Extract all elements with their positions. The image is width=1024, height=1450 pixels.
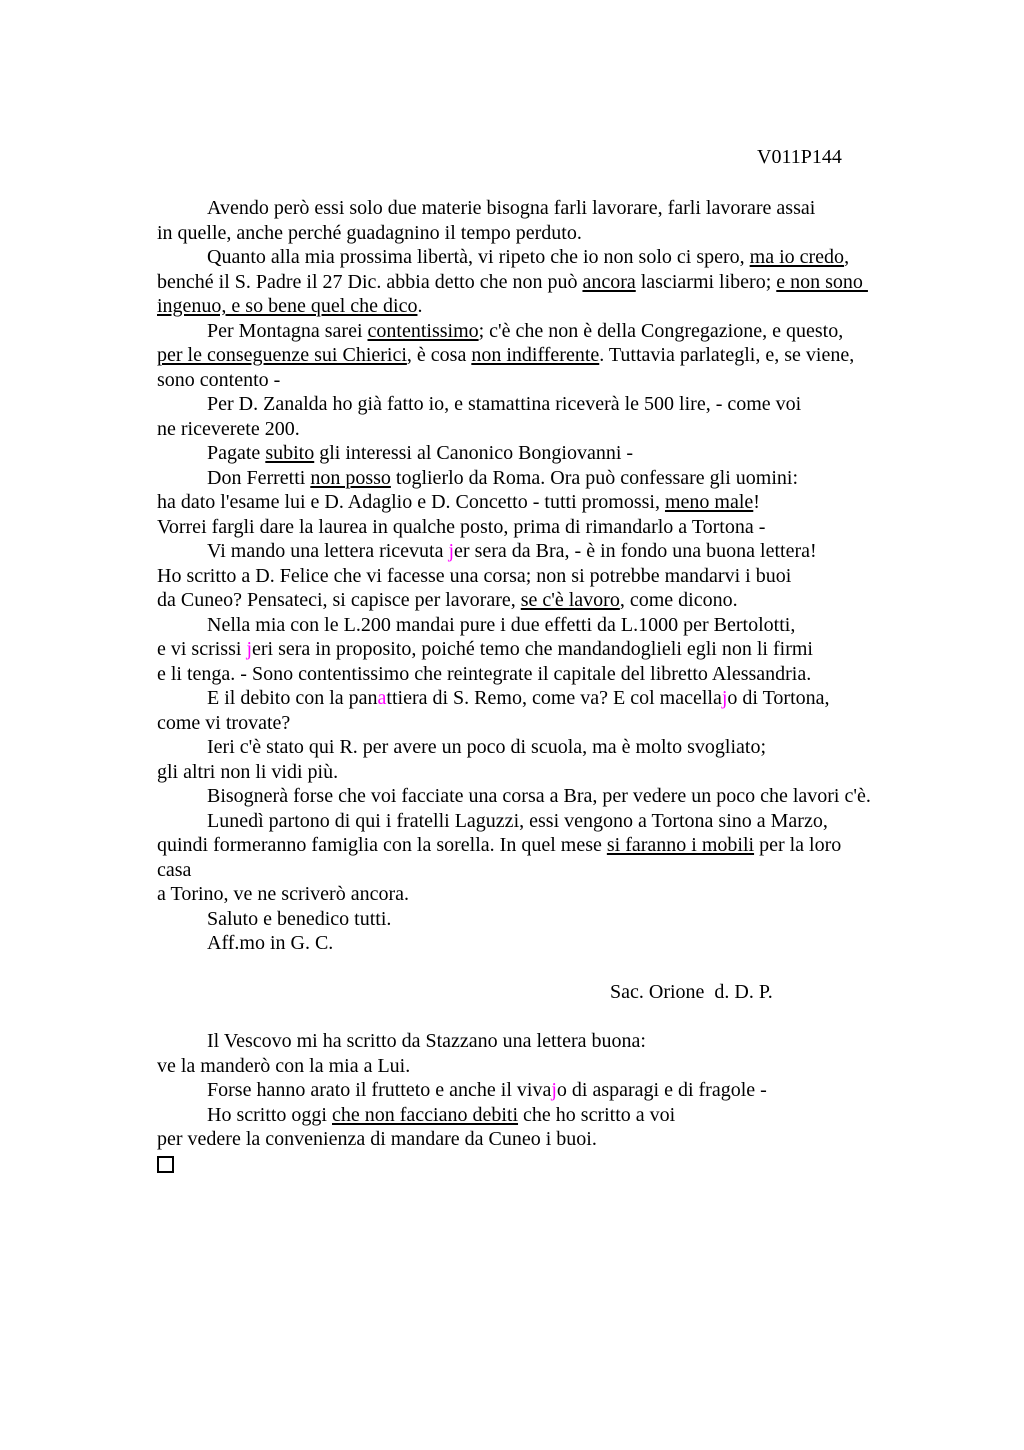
text-line [157,662,937,687]
text-segment: quindi formeranno famiglia con la sorella. In quel mese [157,834,607,856]
text-segment: non indifferente [471,344,600,366]
text-line [157,711,937,736]
text-line [157,686,937,711]
text-segment: Per Montagna sarei [207,319,368,342]
text-line [157,637,937,662]
text-segment: . [417,295,423,317]
text-line [157,270,937,295]
text-line [157,613,937,638]
text-segment: e vi scrissi [157,638,247,660]
text-segment: . Tuttavia parlategli, e, se viene, [599,344,855,366]
text-line [157,1103,937,1128]
text-segment: ! [753,491,760,513]
text-line [157,392,937,417]
text-segment: in quelle, anche perché guadagnino il tempo perduto. [157,221,582,244]
text-segment: Vorrei fargli dare la laurea in qualche posto, prima di rimandarlo a Tortona - [157,515,766,538]
text-line [157,1054,937,1079]
text-segment: Forse hanno arato il frutteto e anche il viva [207,1079,552,1101]
text-segment: ma io credo [749,246,845,268]
text-segment: E il debito con la pan [207,687,378,709]
blank-line [157,956,937,981]
text-line [157,319,937,344]
text-segment: non posso [310,466,391,489]
text-segment: eri sera in proposito, poiché temo che mandandoglieli egli non li firmi [252,638,813,660]
text-segment: a Torino, ve ne scriverò ancora. [157,883,410,905]
text-line [157,466,937,491]
text-segment: Aff.mo in G. C. [207,932,334,954]
text-line [157,809,937,834]
blank-line [157,1005,937,1030]
text-segment: ; c'è che non è della Congregazione, e questo, [478,319,844,342]
text-line [157,931,937,956]
square-line [157,1152,937,1177]
text-line [157,735,937,760]
text-segment: Bisognerà forse che voi facciate una corsa a Bra, per vedere un poco che lavori c'è. [207,785,871,807]
text-segment: j [721,687,728,709]
text-line [157,588,937,613]
text-segment: Nella mia con le L.200 mandai pure i due effetti da L.1000 per Bertolotti, [207,613,796,636]
text-segment: Saluto e benedico tutti. [207,907,392,930]
text-line [157,294,937,319]
text-segment: o di asparagi e di fragole - [556,1079,767,1101]
text-segment: che ho scritto a voi [518,1103,676,1126]
text-segment: si faranno i mobili [606,834,755,856]
text-line [157,196,937,221]
text-segment: ve la manderò con la mia a Lui. [157,1054,411,1077]
text-segment: contentissimo [367,319,479,342]
text-line [157,760,937,785]
text-segment: Vi mando una lettera ricevuta [207,540,449,562]
text-segment: Lunedì partono di qui i fratelli Laguzzi, essi vengono a Tortona sino a Marzo, [207,809,828,832]
text-segment: j [246,638,252,660]
letter-body [157,196,937,1176]
text-segment: per la loro [754,834,842,856]
text-segment: a [377,687,387,709]
text-line [157,1078,937,1103]
text-segment: se c'è lavoro [520,589,620,611]
text-line [157,833,937,858]
text-segment: per vedere la convenienza di mandare da Cuneo i buoi. [157,1128,597,1150]
text-line [157,221,937,246]
text-segment: come vi trovate? [157,711,291,734]
text-line [157,539,937,564]
text-segment: gli altri non li vidi più. [157,760,339,783]
text-segment: benché il S. Padre il 27 Dic. abbia detto che non può [157,270,583,293]
text-segment: j [551,1079,557,1101]
page-code: V011P144 [757,146,842,168]
text-segment: Il Vescovo mi ha scritto da Stazzano una lettera buona: [207,1030,646,1052]
text-line [157,1029,937,1054]
text-segment: Ieri c'è stato qui R. per avere un poco di scuola, ma è molto svogliato; [207,736,767,758]
text-segment: sono contento - [157,368,281,391]
text-segment: lasciarmi libero; [635,270,777,293]
text-line [157,882,937,907]
text-segment: e non sono [776,270,868,293]
text-line [157,515,937,540]
text-segment: ne riceverete 200. [157,417,300,440]
text-segment: meno male [664,491,754,513]
signature-line [157,980,937,1005]
text-segment: , è cosa [406,344,472,366]
text-line [157,564,937,589]
text-line [157,1127,937,1152]
text-segment: toglierlo da Roma. Ora può confessare gli uomini: [390,466,799,489]
text-segment: da Cuneo? Pensateci, si capisce per lavorare, [157,589,521,611]
text-line [157,858,937,883]
text-line [157,441,937,466]
empty-square-glyph [157,1156,174,1173]
text-line [157,343,937,368]
text-segment: ha dato l'esame lui e D. Adaglio e D. Concetto - tutti promossi, [157,491,665,513]
text-segment: er sera da Bra, - è in fondo una buona lettera! [454,540,817,562]
text-segment: gli interessi al Canonico Bongiovanni - [314,442,634,464]
text-segment: Pagate [207,442,266,464]
text-segment: ancora [582,270,636,293]
text-segment: casa [157,858,192,881]
text-segment: e li tenga. - Sono contentissimo che reintegrate il capitale del libretto Alessandria. [157,662,812,685]
text-line [157,490,937,515]
text-segment: , [844,246,850,268]
text-segment: o di Tortona, [727,687,830,709]
text-segment: per le conseguenze sui Chierici [157,344,407,366]
text-segment: Avendo però essi solo due materie bisogna farli lavorare, farli lavorare assai [207,197,816,219]
text-segment: Per D. Zanalda ho già fatto io, e stamattina riceverà le 500 lire, - come voi [207,393,802,415]
text-segment: ingenuo, e so bene quel che dico [157,295,418,317]
text-segment: j [448,540,455,562]
text-segment: Ho scritto a D. Felice che vi facesse una corsa; non si potrebbe mandarvi i buoi [157,564,792,587]
text-segment: Don Ferretti [207,466,311,489]
text-line [157,368,937,393]
text-segment: subito [265,442,315,464]
text-segment: Ho scritto oggi [207,1103,332,1126]
text-line [157,784,937,809]
text-line [157,417,937,442]
text-segment: che non facciano debiti [332,1103,519,1126]
text-segment: Quanto alla mia prossima libertà, vi ripeto che io non solo ci spero, [207,246,750,268]
text-line [157,245,937,270]
text-segment: ttiera di S. Remo, come va? E col macella [386,687,722,709]
text-line [157,907,937,932]
text-segment: , come dicono. [619,589,738,611]
signature-text: Sac. Orione d. D. P. [610,981,773,1003]
